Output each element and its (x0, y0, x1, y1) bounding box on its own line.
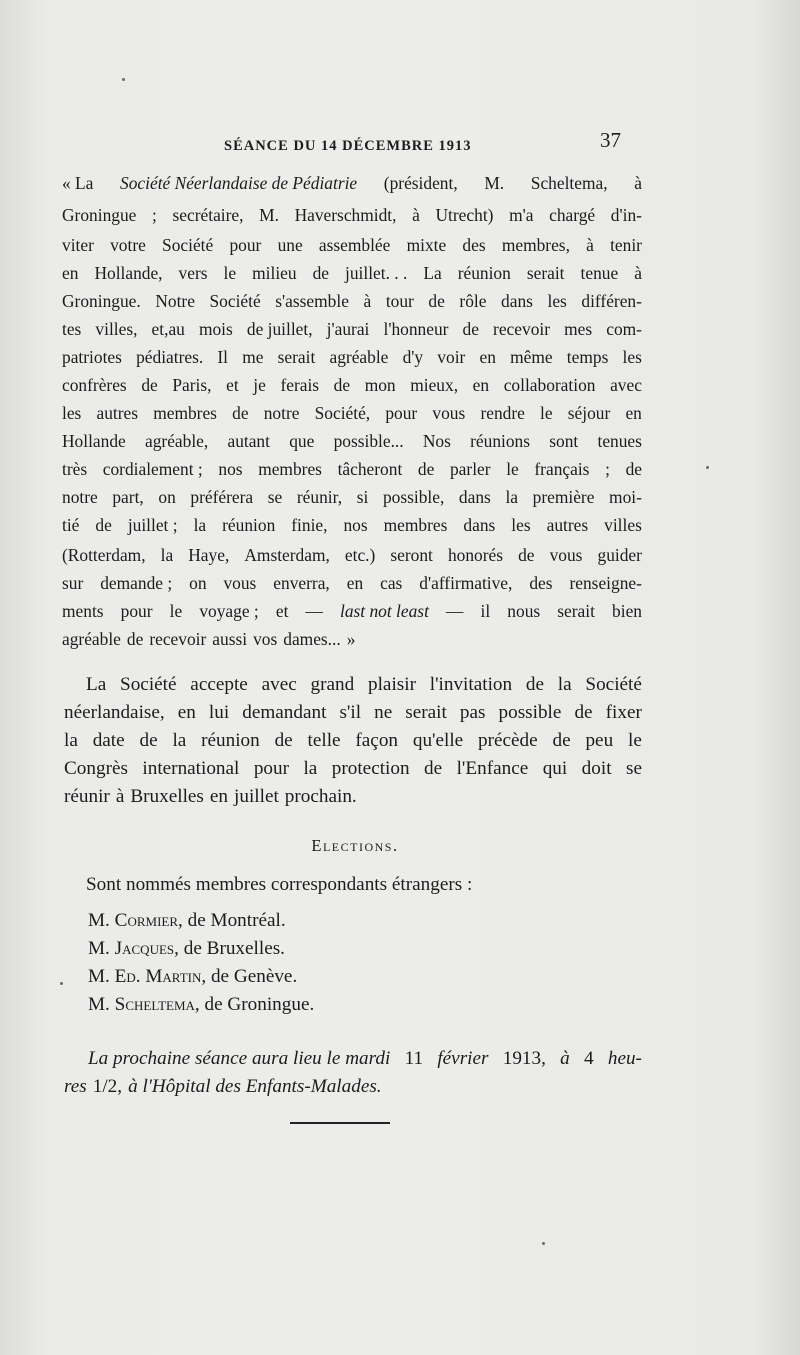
word: 1/2, (92, 1076, 123, 1097)
word: d'in- (610, 205, 642, 225)
word: villes (604, 515, 642, 535)
word: de (552, 730, 571, 751)
word: mon (364, 375, 396, 395)
member-place: , de Montréal. (178, 910, 286, 931)
word: agréable (329, 347, 389, 367)
word: dans (458, 487, 491, 507)
word: précède (478, 730, 538, 751)
word: membres, (501, 235, 570, 255)
word: les (511, 515, 531, 535)
next-session-line (64, 1074, 642, 1100)
word: accepte (190, 674, 248, 695)
word: viter (62, 235, 94, 255)
word: vous (432, 403, 466, 423)
word: notre (263, 403, 300, 423)
word: néerlandaise, (64, 702, 165, 723)
word: La prochaine séance aura lieu le mardi (88, 1048, 391, 1069)
word: de (518, 545, 535, 565)
word: le (223, 263, 237, 283)
word: il (480, 601, 491, 621)
word: l'invitation (429, 674, 513, 695)
word: — (305, 601, 323, 621)
word: Société (162, 235, 214, 255)
letter-line (62, 318, 642, 340)
word: réunir (64, 786, 110, 807)
word: à (560, 1048, 570, 1069)
member-title: M. (88, 938, 115, 959)
word: m'a (509, 205, 534, 225)
member-entry (88, 938, 285, 960)
word: vous (223, 573, 257, 593)
word: possible, (382, 487, 445, 507)
letter-line (62, 290, 642, 312)
word: on (189, 573, 207, 593)
word: de juillet, (246, 319, 313, 339)
word: en (625, 403, 642, 423)
word: lui (208, 702, 230, 723)
word: Bruxelles (130, 786, 204, 807)
word: et (275, 601, 289, 621)
word: agréable (62, 629, 121, 649)
word: des (462, 235, 486, 255)
word: de (232, 403, 249, 423)
word: et,au (151, 319, 185, 339)
word: la (172, 730, 187, 751)
word: de (428, 291, 445, 311)
word: parler (449, 459, 491, 479)
member-place: , de Groningue. (194, 994, 315, 1015)
word: 11 (404, 1048, 424, 1069)
word: autant (227, 431, 270, 451)
letter-line (62, 600, 642, 622)
letter-line (62, 458, 642, 480)
word: juillet (234, 786, 279, 807)
word: sont (549, 431, 579, 451)
word: d'affirmative, (419, 573, 513, 593)
word: une (277, 235, 303, 255)
word: rôle (459, 291, 487, 311)
member-name: Cormier (114, 910, 179, 931)
acceptance-line (64, 756, 642, 782)
word: Hollande (62, 431, 126, 451)
word: de (126, 629, 144, 649)
word: protection (331, 758, 410, 779)
word: juillet. . . (345, 263, 408, 283)
word: guider (597, 545, 642, 565)
word: en (472, 375, 490, 395)
word: préférera (190, 487, 254, 507)
word: on (158, 487, 176, 507)
word: rendre (480, 403, 525, 423)
member-title: M. (88, 910, 115, 931)
word: à (363, 291, 372, 311)
word: nous (507, 601, 541, 621)
word: votre (110, 235, 146, 255)
word: patriotes (62, 347, 122, 367)
word: ; (605, 459, 610, 479)
member-title: M. (88, 966, 115, 987)
word: La (423, 263, 442, 283)
word: nos (218, 459, 243, 479)
word: tes (62, 319, 82, 339)
running-title: SÉANCE DU 14 DÉCEMBRE 1913 (224, 138, 472, 154)
word: des (529, 573, 553, 593)
word: tâcheront (337, 459, 403, 479)
word: La (86, 674, 107, 695)
word: le (628, 730, 642, 751)
word: tour (385, 291, 414, 311)
word: membres (383, 515, 448, 535)
letter-line (62, 346, 642, 368)
word: réunions (470, 431, 531, 451)
word: mois (198, 319, 233, 339)
letter-line (62, 374, 642, 396)
word: nos (343, 515, 368, 535)
word: l'Enfance (456, 758, 529, 779)
word: membres (258, 459, 322, 479)
word: com- (606, 319, 642, 339)
word: juillet ; (127, 515, 178, 535)
member-entry (88, 910, 286, 932)
word: s'assemble (275, 291, 349, 311)
word: de (574, 702, 593, 723)
word: avec (261, 674, 297, 695)
elections-intro: Sont nommés membres correspondants étrangers : (86, 874, 473, 895)
word: Il (217, 347, 229, 367)
word: voyage ; (199, 601, 259, 621)
word: sur (62, 573, 84, 593)
acceptance-line (64, 700, 642, 726)
word: heu- (607, 1048, 642, 1069)
word: les (62, 403, 82, 423)
closing-rule (290, 1122, 390, 1124)
word: la (160, 545, 174, 565)
word: tenir (610, 235, 642, 255)
word: le (506, 459, 519, 479)
word: M. (484, 173, 505, 193)
word: la (303, 758, 318, 779)
word: me (242, 347, 264, 367)
member-entry (88, 994, 314, 1016)
member-place: , de Genève. (201, 966, 298, 987)
word: se (625, 758, 642, 779)
letter-line (62, 234, 642, 256)
word: (Rotterdam, (62, 545, 146, 565)
word: demandant (242, 702, 327, 723)
word: de (274, 730, 293, 751)
word: ne (374, 702, 393, 723)
word: « La (62, 173, 94, 193)
word: assemblée (318, 235, 391, 255)
word: réunion (222, 515, 276, 535)
word: de (141, 375, 158, 395)
word: mes (564, 319, 593, 339)
word: Société, (314, 403, 371, 423)
word: que (289, 431, 315, 451)
word: moi- (609, 487, 642, 507)
word: de (462, 319, 479, 339)
word: autres (96, 403, 139, 423)
word: pédiatres. (136, 347, 204, 367)
word: honorés (447, 545, 504, 565)
word: serait (277, 347, 316, 367)
word: finie, (291, 515, 328, 535)
word: réunir, (296, 487, 343, 507)
word: renseigne- (569, 573, 642, 593)
word: vous (549, 545, 583, 565)
word: en (177, 702, 196, 723)
word: possible... (333, 431, 404, 451)
word: qui (542, 758, 568, 779)
acceptance-line (64, 728, 642, 754)
word: Société (120, 674, 177, 695)
word: je (253, 375, 266, 395)
word: doit (581, 758, 612, 779)
word: pour (120, 601, 153, 621)
word: vers (178, 263, 208, 283)
word: à (634, 263, 642, 283)
word: villes, (95, 319, 138, 339)
word: de (625, 459, 642, 479)
word: février (437, 1048, 489, 1069)
word: et (226, 375, 239, 395)
word: dans (463, 515, 496, 535)
word: première (532, 487, 595, 507)
word: dans (501, 291, 533, 311)
letter-line (62, 172, 642, 194)
word: la (557, 674, 572, 695)
scan-speck (122, 78, 125, 81)
scan-speck (706, 466, 709, 469)
letter-line (62, 544, 642, 566)
word: de (525, 674, 544, 695)
letter-line (62, 430, 642, 452)
word: 1913, (502, 1048, 546, 1069)
word: les (547, 291, 567, 311)
word: Amsterdam, (244, 545, 330, 565)
word: autres (546, 515, 589, 535)
letter-line (62, 486, 642, 508)
next-session-line (88, 1046, 642, 1072)
word: de (333, 375, 351, 395)
scan-speck (542, 1242, 545, 1245)
word: l'honneur (383, 319, 449, 339)
word: en (479, 347, 496, 367)
word: français (534, 459, 590, 479)
word: notre (62, 487, 98, 507)
acceptance-line (86, 672, 642, 698)
word: réunion (201, 730, 260, 751)
word: collaboration (503, 375, 596, 395)
member-name: Jacques (114, 938, 175, 959)
word: d'y (402, 347, 424, 367)
word: cordialement ; (102, 459, 203, 479)
word: la (193, 515, 207, 535)
member-place: , de Bruxelles. (174, 938, 285, 959)
word: serait (405, 702, 447, 723)
word: possible (498, 702, 562, 723)
word: res (64, 1076, 87, 1097)
word: telle (307, 730, 341, 751)
word: cas (380, 573, 403, 593)
word: ferais (280, 375, 320, 395)
word: à (634, 173, 642, 193)
word: de (424, 758, 443, 779)
word: Hollande, (94, 263, 163, 283)
member-entry (88, 966, 297, 988)
acceptance-line (64, 784, 642, 810)
word: » (346, 629, 356, 649)
word: M. (259, 205, 279, 225)
section-heading-elections: Elections. (311, 836, 399, 855)
word: de (95, 515, 112, 535)
word: plaisir (368, 674, 416, 695)
word: en (209, 786, 229, 807)
member-name: Ed. Martin (114, 966, 202, 987)
word: confrères (62, 375, 127, 395)
word: à (115, 786, 125, 807)
word: à l'Hôpital des Enfants-Malades. (128, 1076, 382, 1097)
word: séjour (567, 403, 611, 423)
letter-line (62, 628, 642, 650)
word: membres (153, 403, 217, 423)
word: de (312, 263, 329, 283)
word: Société (209, 291, 261, 311)
word: Groningue (62, 205, 137, 225)
word: aussi (212, 629, 248, 649)
word: bien (612, 601, 642, 621)
word: différen- (581, 291, 642, 311)
letter-line (62, 514, 642, 536)
word: avec (610, 375, 642, 395)
word: tié (62, 515, 80, 535)
word: le (540, 403, 553, 423)
member-name: Scheltema (114, 994, 195, 1015)
letter-line (62, 572, 642, 594)
word: temps (566, 347, 609, 367)
word: même (510, 347, 553, 367)
word: façon (355, 730, 399, 751)
word: recevoir (149, 629, 207, 649)
word: pour (229, 235, 262, 255)
word: Utrecht) (435, 205, 494, 225)
word: chargé (549, 205, 596, 225)
word: pas (459, 702, 486, 723)
word: Scheltema, (530, 173, 608, 193)
word: ; (152, 205, 157, 225)
word: — (446, 601, 464, 621)
word: la (505, 487, 518, 507)
word: Congrès (64, 758, 128, 779)
word: vos (253, 629, 278, 649)
word: j'aurai (326, 319, 370, 339)
word: qu'elle (412, 730, 464, 751)
word: Notre (155, 291, 195, 311)
word: le (169, 601, 183, 621)
letter-line (62, 262, 642, 284)
word: fixer (605, 702, 642, 723)
word: Paris, (172, 375, 212, 395)
word: enverra, (273, 573, 330, 593)
word: 4 (584, 1048, 594, 1069)
word: last not least (340, 601, 429, 621)
member-title: M. (88, 994, 115, 1015)
word: dames... (283, 629, 341, 649)
word: Société Néerlandaise de Pédiatrie (120, 173, 358, 193)
word: Nos (422, 431, 451, 451)
word: en (346, 573, 364, 593)
word: mieux, (410, 375, 459, 395)
word: si (356, 487, 369, 507)
word: peu (585, 730, 614, 751)
word: tenues (597, 431, 642, 451)
word: prochain. (284, 786, 357, 807)
word: serait (557, 601, 595, 621)
word: pour (253, 758, 289, 779)
word: ments (62, 601, 104, 621)
word: secrétaire, (172, 205, 244, 225)
page-number: 37 (600, 128, 621, 152)
word: à (412, 205, 420, 225)
word: demande ; (100, 573, 173, 593)
word: réunion (457, 263, 511, 283)
word: Groningue. (62, 291, 141, 311)
word: tenue (580, 263, 619, 283)
word: recevoir (493, 319, 551, 339)
word: Haye, (188, 545, 230, 565)
word: mixte (406, 235, 447, 255)
word: très (62, 459, 88, 479)
word: de (417, 459, 435, 479)
word: de (139, 730, 158, 751)
word: les (622, 347, 642, 367)
word: se (267, 487, 283, 507)
scan-speck (60, 982, 63, 985)
word: Société (585, 674, 642, 695)
word: Haverschmidt, (294, 205, 397, 225)
word: grand (310, 674, 355, 695)
word: agréable, (144, 431, 209, 451)
word: s'il (339, 702, 362, 723)
letter-line (62, 402, 642, 424)
word: (président, (383, 173, 458, 193)
word: seront (390, 545, 433, 565)
word: part, (112, 487, 144, 507)
word: pour (385, 403, 418, 423)
word: serait (526, 263, 565, 283)
word: en (62, 263, 79, 283)
word: milieu (252, 263, 297, 283)
word: etc.) (344, 545, 376, 565)
letter-line (62, 204, 642, 226)
word: international (142, 758, 240, 779)
word: voir (437, 347, 466, 367)
word: à (586, 235, 594, 255)
word: date (92, 730, 125, 751)
word: la (64, 730, 78, 751)
